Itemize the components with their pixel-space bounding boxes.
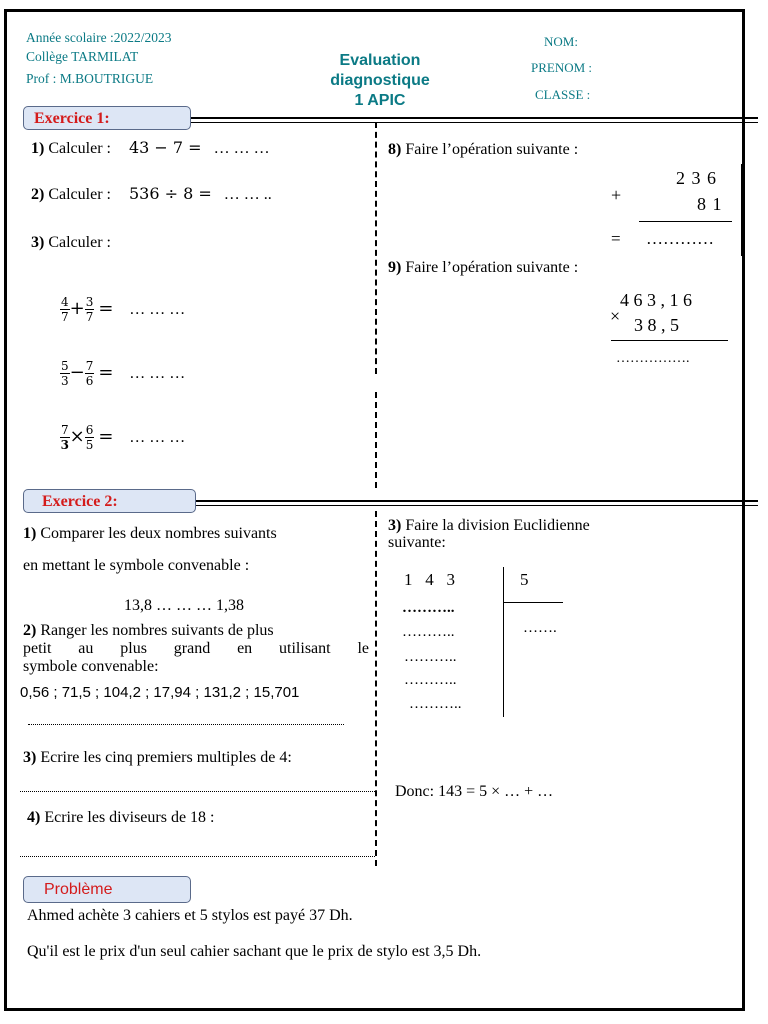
equals: = [98,362,114,383]
equals: = [98,298,114,319]
q-text: Faire l’opération suivante : [405,259,579,276]
probleme-label: Problème [23,876,191,903]
equals: = [98,426,114,447]
divider-mid [375,392,377,488]
operator: × [69,426,85,447]
divisor: 5 [520,570,529,589]
ex1-q2 [31,184,272,205]
ex2-q2-numbers: 0,56 ; 71,5 ; 104,2 ; 17,94 ; 131,2 ; 15,701 [20,684,300,701]
ex1-q9 [388,258,578,278]
probleme-line-2: Qu'il est le prix d'un seul cahier sachant que le prix de stylo est 3,5 Dh. [27,943,482,960]
division-dots-3: ……….. [404,649,457,665]
title-line-3: 1 APIC [354,92,406,109]
denominator: 5 [85,437,94,452]
donc-line: Donc: 143 = 5 × … + … [395,783,554,800]
q2-line-3: symbole convenable: [23,658,159,675]
fraction-row-2 [60,354,185,393]
addition-top: 2 3 6 [676,168,717,188]
ex2-q1 [23,524,277,544]
q-number: 4) [27,809,41,826]
ex2-q1-line2: en mettant le symbole convenable : [23,557,250,574]
q-text: Faire l’opération suivante : [405,141,579,158]
quotient-dots: ……. [523,620,557,636]
dividend: 1 4 3 [404,570,455,589]
division-dots-5: ……….. [409,696,462,712]
school-year: Année scolaire :2022/2023 [26,30,172,45]
exercice2-label: Exercice 2: [23,489,196,513]
ex2-division [388,517,590,551]
numerator: 7 [85,358,94,373]
division-dots-1: ……….. [402,600,455,616]
multiplication-bottom: 3 8 , 5 [634,315,679,335]
answer-line [20,791,375,792]
operator: − [69,362,85,383]
plus-sign: + [611,185,622,205]
q-text: Comparer les deux nombres suivants [40,525,277,542]
answer-line [28,724,344,725]
q-text: Calculer : [48,234,111,251]
denominator: 6 [85,373,94,388]
answer-line [20,856,375,857]
exercice1-rule [190,117,758,123]
q-text: suivante: [388,534,446,551]
ex2-q3 [23,748,292,768]
division-dots-2: ……….. [402,624,455,640]
division-horizontal-bar [503,602,563,603]
denominator: 3 [61,373,69,388]
ex2-q4 [27,808,215,828]
ex2-q2 [23,622,369,676]
q-number: 9) [388,259,402,276]
multiplication-top: 4 6 3 , 1 6 [620,290,692,310]
denominator: 3 [60,437,69,452]
ex1-q3 [31,233,111,253]
page-title [300,51,460,111]
college-name: Collège TARMILAT [26,49,139,64]
q-number: 1) [23,525,37,542]
fraction-row-1 [60,290,185,329]
numerator: 7 [61,422,69,437]
q-number: 2) [31,186,45,203]
nom-label: NOM: [544,34,578,49]
exercice1-label: Exercice 1: [23,106,191,130]
addition-answer-dots: ………… [646,229,714,248]
addition-rule [639,221,732,222]
denominator: 7 [61,309,69,324]
times-sign: × [610,306,621,326]
ex1-q8 [388,140,578,160]
q-text: Ranger les nombres suivants de plus [40,622,274,639]
answer-dots: … … … [129,301,186,318]
prof-name: Prof : M.BOUTRIGUE [26,71,154,86]
divider-bottom [375,511,377,866]
q-number: 3) [388,517,402,534]
addition-bottom: 8 1 [697,194,723,214]
prenom-label: PRENOM : [531,60,593,75]
answer-dots: … … … [129,429,186,446]
q-expression: 43 − 7 = [128,138,202,157]
q2-line-1 [23,622,369,640]
title-line-1: Evaluation [339,52,421,69]
q-text: Calculer : [48,186,111,203]
q-number: 3) [23,749,37,766]
probleme-line-1: Ahmed achète 3 cahiers et 5 stylos est payé 37 Dh. [27,907,353,924]
operator: + [69,298,85,319]
division-vertical-bar [503,567,504,717]
multiplication-answer-dots: ……………. [616,351,690,366]
ex1-q1 [31,138,270,159]
addition-side-line [741,164,742,256]
q-text: Faire la division Euclidienne [405,517,590,534]
answer-dots: … … … [213,140,270,157]
q-text: Calculer : [48,140,111,157]
division-dots-4: ……….. [404,672,457,688]
divider-top [375,122,377,374]
q-text: Ecrire les diviseurs de 18 : [44,809,215,826]
q-text: Ecrire les cinq premiers multiples de 4: [40,749,292,766]
q-number: 8) [388,141,402,158]
denominator: 7 [85,309,94,324]
q-number: 2) [23,622,37,639]
ex2-q1-compare: 13,8 … … … 1,38 [124,597,244,614]
numerator: 3 [85,294,94,309]
q-number: 3) [31,234,45,251]
title-line-2: diagnostique [330,72,430,89]
exercice2-rule [196,500,758,506]
answer-dots: … … .. [223,186,272,203]
header-info [26,28,171,88]
classe-label: CLASSE : [535,87,591,102]
q-expression: 536 ÷ 8 = [128,184,212,203]
q-number: 1) [31,140,45,157]
numerator: 4 [61,294,69,309]
fraction-row-3 [60,418,185,457]
q2-line-2: petit au plus grand en utilisant le [23,640,369,657]
multiplication-rule [611,340,728,341]
numerator: 6 [85,422,94,437]
answer-dots: … … … [129,365,186,382]
equals-sign: = [611,229,621,248]
numerator: 5 [61,358,69,373]
